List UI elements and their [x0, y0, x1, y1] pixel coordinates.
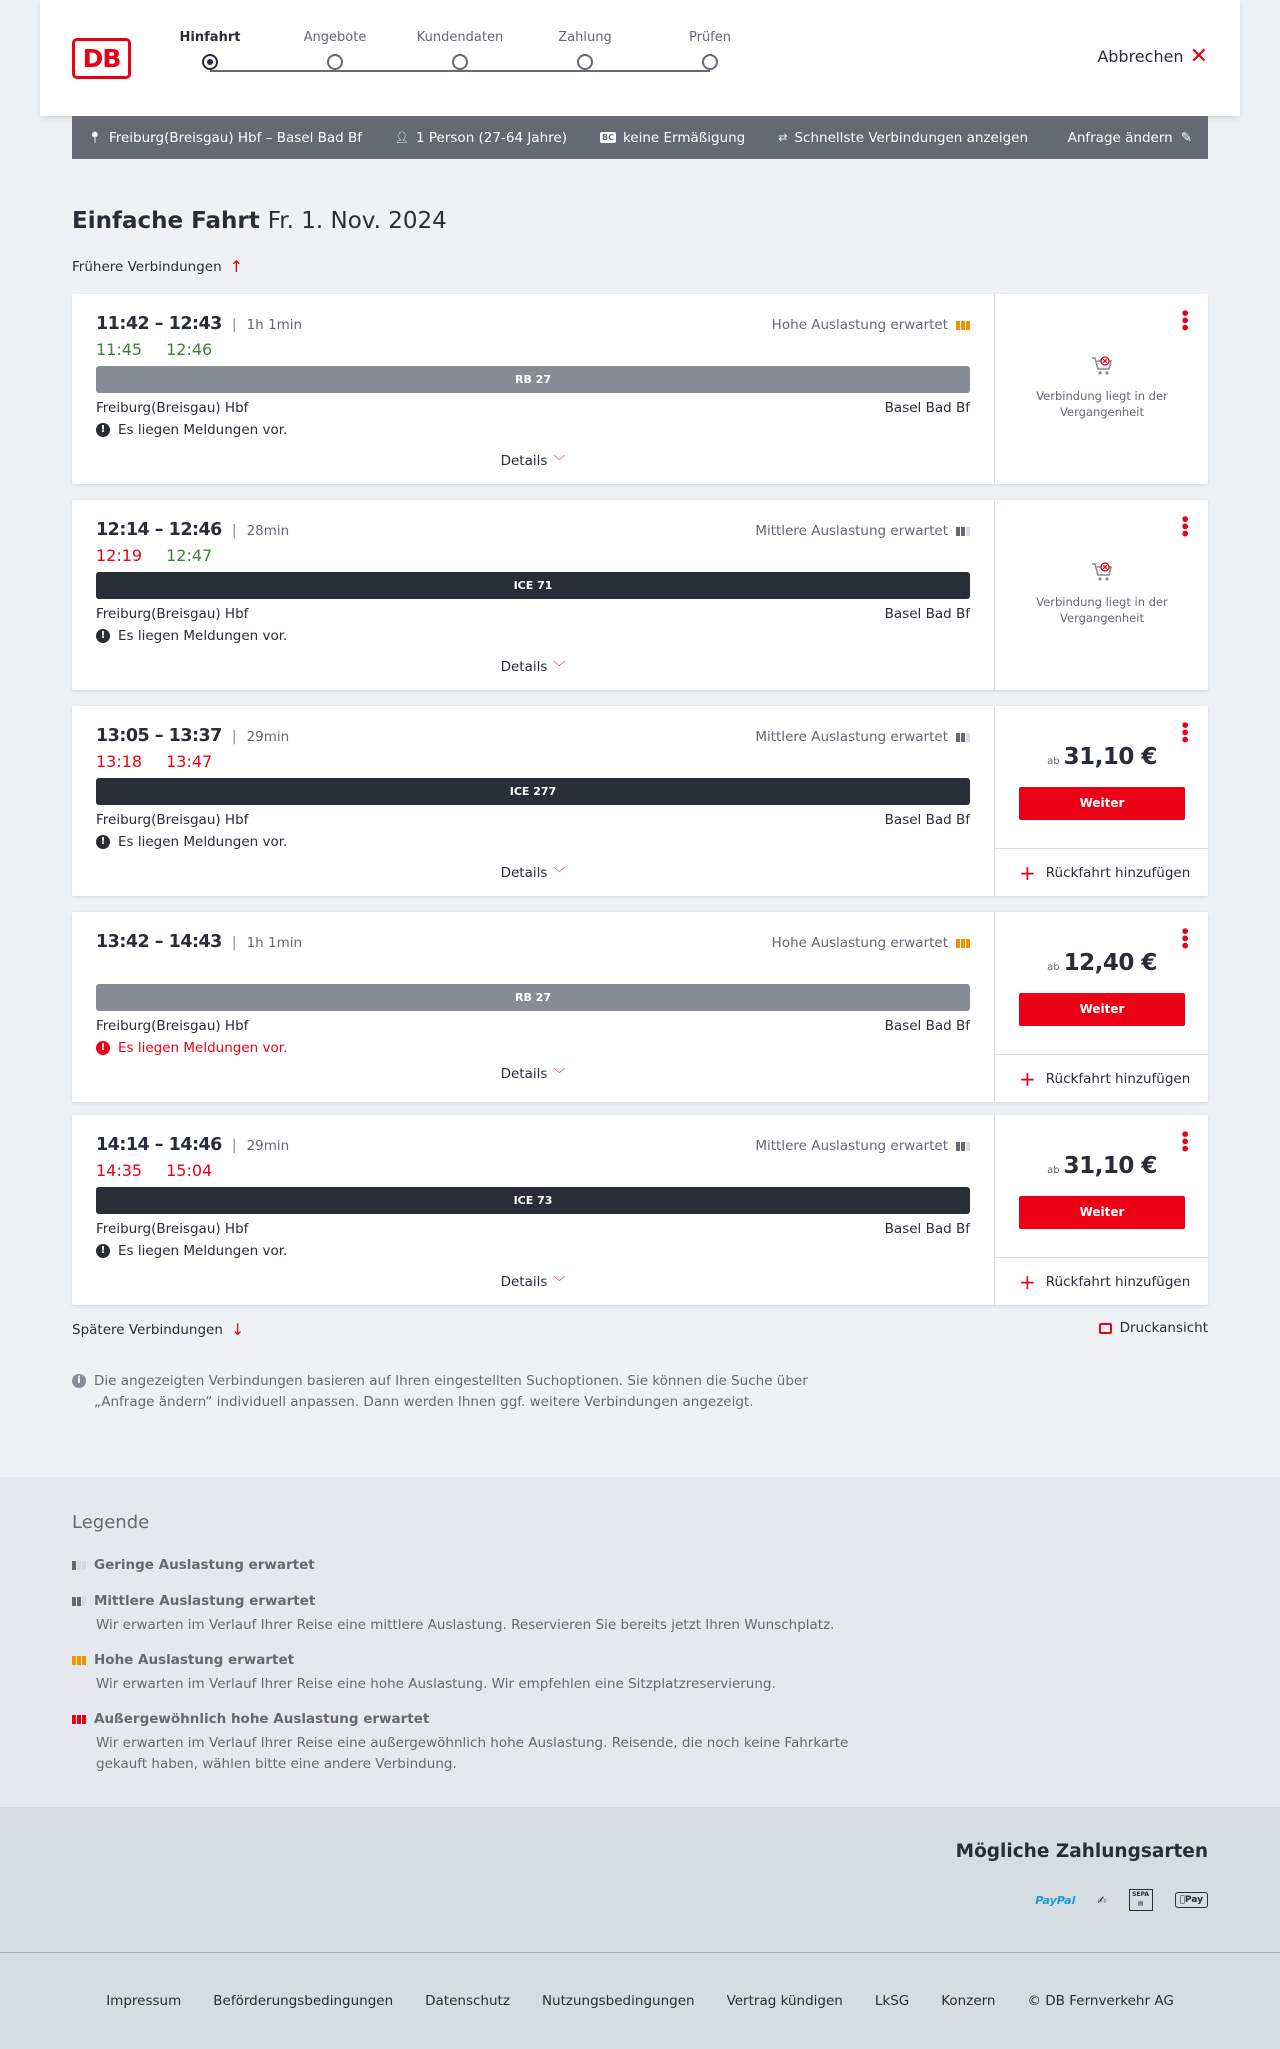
separator: |: [231, 729, 237, 745]
route-text: Freiburg(Breisgau) Hbf – Basel Bad Bf: [108, 129, 363, 146]
info-icon: i: [72, 1374, 86, 1388]
notice: [96, 1243, 287, 1259]
paypal-icon: PayPal: [1035, 1893, 1076, 1907]
separator: |: [231, 1138, 237, 1154]
db-logo[interactable]: DB: [72, 38, 131, 79]
exclamation-icon: !: [96, 423, 110, 437]
chevron-down-icon: ﹀: [553, 454, 566, 468]
legend-item-low: [72, 1557, 852, 1573]
realtime-arrival: 13:47: [166, 752, 213, 771]
sepa-icon: SEPA ▤: [1129, 1889, 1153, 1911]
step-label: Prüfen: [688, 30, 731, 45]
footer-link-nutzungsbedingungen[interactable]: Nutzungsbedingungen: [541, 1993, 695, 2009]
realtime-arrival: 15:04: [166, 1161, 213, 1180]
planned-time: 12:14 – 12:46: [96, 520, 222, 540]
notice-text: Es liegen Meldungen vor.: [118, 628, 288, 644]
offer-panel: [994, 1115, 1208, 1305]
progress-line: [210, 70, 710, 72]
continue-button[interactable]: Weiter: [1019, 787, 1185, 820]
trip-date: Fr. 1. Nov. 2024: [267, 208, 447, 234]
travellers-text: 1 Person (27-64 Jahre): [416, 129, 567, 146]
stations: [96, 400, 970, 416]
details-label: Details: [500, 453, 548, 469]
connection-card[interactable]: [72, 912, 1208, 1102]
add-return-trip-label: Rückfahrt hinzufügen: [1045, 1070, 1191, 1087]
occupancy-high-icon: [956, 939, 970, 948]
step-angebote: [275, 30, 395, 70]
exclamation-icon: !: [96, 629, 110, 643]
occupancy-text: Mittlere Auslastung erwartet: [755, 729, 948, 745]
connection-details: [72, 500, 994, 690]
duration: 1h 1min: [246, 935, 303, 951]
discount-text: keine Ermäßigung: [622, 129, 746, 146]
details-label: Details: [500, 865, 548, 881]
occupancy-high-icon: [72, 1656, 86, 1665]
price: [995, 950, 1209, 976]
chevron-down-icon: ﹀: [553, 1067, 566, 1081]
price: [995, 1153, 1209, 1179]
legend-item-desc: Wir erwarten im Verlauf Ihrer Reise eine hohe Auslastung. Wir empfehlen eine Sitzplatzreservierung.: [96, 1676, 776, 1692]
footer-link-vertrag-kuendigen[interactable]: Vertrag kündigen: [726, 1993, 843, 2009]
location-pin-icon: 📍︎: [88, 131, 102, 144]
separator: |: [231, 523, 237, 539]
occupancy-text: Mittlere Auslastung erwartet: [755, 523, 948, 539]
connection-details: [72, 1115, 994, 1305]
earlier-connections-link[interactable]: [72, 257, 243, 276]
exclamation-icon: !: [96, 1244, 110, 1258]
details-toggle[interactable]: [72, 864, 994, 881]
legend-item-title: Hohe Auslastung erwartet: [94, 1652, 295, 1668]
print-view-label: Druckansicht: [1119, 1320, 1208, 1336]
add-return-trip-button[interactable]: [995, 1257, 1209, 1305]
cart-unavailable-icon: [1090, 354, 1114, 378]
notice-text: Es liegen Meldungen vor.: [118, 1243, 288, 1259]
train-segment-bar[interactable]: RB 27: [96, 366, 970, 393]
origin-station: Freiburg(Breisgau) Hbf: [96, 1018, 249, 1034]
occupancy-mid-icon: [956, 733, 970, 742]
close-icon: ✕: [1189, 43, 1208, 69]
footer-link-impressum[interactable]: Impressum: [106, 1993, 182, 2009]
swap-arrows-icon: ⇄: [778, 131, 788, 144]
more-options-icon[interactable]: •••: [1175, 1129, 1194, 1151]
planned-time: 13:05 – 13:37: [96, 726, 222, 746]
separator: |: [231, 317, 237, 333]
occupancy-indicator: [772, 317, 970, 333]
more-options-icon[interactable]: •••: [1175, 308, 1194, 330]
exclamation-icon: !: [96, 835, 110, 849]
details-label: Details: [500, 659, 548, 675]
legend-item-desc: Wir erwarten im Verlauf Ihrer Reise eine mittlere Auslastung. Reservieren Sie bereits jetzt Ihren Wunschplatz.: [96, 1617, 835, 1633]
train-segment-bar[interactable]: RB 27: [96, 984, 970, 1011]
details-label: Details: [500, 1066, 548, 1082]
planned-times: [96, 1135, 289, 1155]
realtime-departure: 13:18: [96, 752, 143, 771]
connection-details: [72, 912, 994, 1102]
connection-details: [72, 294, 994, 484]
occupancy-extra-high-icon: [72, 1715, 86, 1724]
earlier-connections-label: Frühere Verbindungen: [72, 258, 222, 275]
cancel-button[interactable]: [1097, 43, 1208, 69]
search-summary-bar: [72, 116, 1208, 159]
duration: 29min: [246, 1138, 290, 1154]
progress-steps: [179, 30, 731, 90]
footer-link-konzern[interactable]: Konzern: [941, 1993, 996, 2009]
step-dot-active: [202, 54, 218, 70]
details-toggle[interactable]: [72, 452, 994, 469]
stations: [96, 1018, 970, 1034]
past-connection-note: [995, 560, 1209, 626]
fastest-text: Schnellste Verbindungen anzeigen: [794, 129, 1029, 146]
footer: [0, 1952, 1280, 2049]
add-return-trip-label: Rückfahrt hinzufügen: [1045, 1273, 1191, 1290]
destination-station: Basel Bad Bf: [884, 812, 970, 828]
planned-time: 14:14 – 14:46: [96, 1135, 222, 1155]
arrow-down-icon: ↓: [230, 1320, 245, 1339]
continue-button[interactable]: Weiter: [1019, 993, 1185, 1026]
offer-panel: [994, 294, 1208, 484]
price-prefix: ab: [1047, 1165, 1060, 1176]
later-connections-label: Spätere Verbindungen: [72, 1321, 223, 1338]
step-dot: [327, 54, 343, 70]
occupancy-mid-icon: [956, 1142, 970, 1151]
separator: |: [231, 935, 237, 951]
route-summary: [88, 130, 362, 146]
stations: [96, 1221, 970, 1237]
payment-icons: [1035, 1889, 1208, 1911]
occupancy-text: Hohe Auslastung erwartet: [771, 317, 948, 333]
connection-card[interactable]: [72, 1115, 1208, 1305]
details-toggle[interactable]: [72, 658, 994, 675]
add-return-trip-button[interactable]: [995, 1054, 1209, 1102]
realtime-departure: 11:45: [96, 340, 143, 359]
step-hinfahrt: [150, 30, 270, 70]
occupancy-high-icon: [956, 321, 970, 330]
credit-card-icon: ✍︎: [1097, 1893, 1107, 1907]
arrow-up-icon: ↑: [229, 257, 244, 276]
past-connection-text: Verbindung liegt in der Vergangenheit: [1036, 595, 1168, 625]
legend-item-title: Mittlere Auslastung erwartet: [94, 1593, 316, 1609]
step-pruefen: [650, 30, 770, 70]
trip-type: Einfache Fahrt: [72, 208, 260, 234]
bahncard-icon: BC: [601, 133, 614, 142]
person-icon: 👤︎: [395, 131, 409, 144]
footer-copyright: © DB Fernverkehr AG: [1027, 1993, 1174, 2009]
stations: [96, 812, 970, 828]
offer-panel: [994, 912, 1208, 1102]
plus-icon: +: [1019, 860, 1036, 885]
header: [40, 0, 1240, 116]
destination-station: Basel Bad Bf: [884, 400, 970, 416]
notice: [96, 1040, 287, 1056]
discount-summary: [600, 130, 745, 146]
train-segment-bar[interactable]: ICE 71: [96, 572, 970, 599]
print-view-link[interactable]: [1099, 1320, 1208, 1336]
origin-station: Freiburg(Breisgau) Hbf: [96, 606, 249, 622]
step-label: Kundendaten: [416, 30, 504, 45]
later-connections-link[interactable]: [72, 1320, 244, 1339]
exclamation-icon: !: [96, 1041, 110, 1055]
offer-panel: [994, 706, 1208, 896]
planned-times: [96, 726, 289, 746]
realtime-departure: 12:19: [96, 546, 143, 565]
realtime-arrival: 12:46: [166, 340, 213, 359]
notice: [96, 628, 287, 644]
origin-station: Freiburg(Breisgau) Hbf: [96, 812, 249, 828]
destination-station: Basel Bad Bf: [884, 1018, 970, 1034]
duration: 1h 1min: [246, 317, 303, 333]
legend-title: Legende: [72, 1512, 150, 1533]
occupancy-low-icon: [72, 1561, 86, 1570]
legend-item-mid: [72, 1593, 852, 1636]
occupancy-indicator: [772, 935, 970, 951]
destination-station: Basel Bad Bf: [884, 1221, 970, 1237]
plus-icon: +: [1019, 1269, 1036, 1294]
occupancy-mid-icon: [72, 1597, 86, 1606]
price-prefix: ab: [1047, 756, 1060, 767]
step-dot: [577, 54, 593, 70]
travellers-summary: [395, 130, 567, 146]
step-label: Angebote: [303, 30, 367, 45]
train-segment-bar[interactable]: ICE 277: [96, 778, 970, 805]
more-options-icon[interactable]: •••: [1175, 926, 1194, 948]
more-options-icon[interactable]: •••: [1175, 720, 1194, 742]
plus-icon: +: [1019, 1066, 1036, 1091]
offer-panel: [994, 500, 1208, 690]
connection-details: [72, 706, 994, 896]
realtime-times: [96, 340, 212, 359]
notice: [96, 834, 287, 850]
fastest-summary: [778, 130, 1028, 146]
step-dot: [702, 54, 718, 70]
step-label: Hinfahrt: [179, 30, 241, 45]
planned-times: [96, 314, 302, 334]
price-prefix: ab: [1047, 962, 1060, 973]
apple-pay-icon: Pay: [1175, 1892, 1208, 1908]
step-label: Zahlung: [558, 30, 612, 45]
past-connection-note: [995, 354, 1209, 420]
realtime-departure: 14:35: [96, 1161, 143, 1180]
occupancy-text: Hohe Auslastung erwartet: [771, 935, 948, 951]
chevron-down-icon: ﹀: [553, 1275, 566, 1289]
occupancy-mid-icon: [956, 527, 970, 536]
past-connection-text: Verbindung liegt in der Vergangenheit: [1036, 389, 1168, 419]
notice: [96, 422, 287, 438]
realtime-arrival: 12:47: [166, 546, 213, 565]
legend-item-desc: Wir erwarten im Verlauf Ihrer Reise eine außergewöhnlich hohe Auslastung. Reisende, die noch keine Fahrkarte gekauft haben, wählen bitte eine andere Verbindung.: [96, 1735, 849, 1772]
occupancy-indicator: [755, 729, 970, 745]
legend-item-title: Geringe Auslastung erwartet: [94, 1557, 315, 1573]
price: [995, 744, 1209, 770]
price-value: 31,10 €: [1063, 744, 1157, 770]
planned-times: [96, 520, 289, 540]
printer-icon: [1099, 1323, 1112, 1334]
duration: 28min: [246, 523, 290, 539]
edit-request-label: Anfrage ändern: [1067, 129, 1173, 146]
planned-time: 13:42 – 14:43: [96, 932, 222, 952]
legend-item-extra: [72, 1711, 852, 1775]
train-segment-bar[interactable]: ICE 73: [96, 1187, 970, 1214]
connection-card[interactable]: [72, 706, 1208, 896]
notice-text: Es liegen Meldungen vor.: [118, 1040, 288, 1056]
stations: [96, 606, 970, 622]
payment-title: Mögliche Zahlungsarten: [955, 1841, 1208, 1862]
details-toggle[interactable]: [72, 1273, 994, 1290]
legend-item-title: Außergewöhnlich hohe Auslastung erwartet: [94, 1711, 430, 1727]
info-text: Die angezeigten Verbindungen basieren auf Ihren eingestellten Suchoptionen. Sie können die Suche über „Anfrage ändern“ individuell anpassen. Dann werden Ihnen ggf. weitere Verbindungen angezeigt.: [94, 1373, 808, 1410]
step-kundendaten: [400, 30, 520, 70]
pencil-icon: ✎: [1180, 129, 1192, 146]
footer-link-befoerderungsbedingungen[interactable]: Beförderungsbedingungen: [213, 1993, 394, 2009]
notice-text: Es liegen Meldungen vor.: [118, 422, 288, 438]
chevron-down-icon: ﹀: [553, 866, 566, 880]
planned-time: 11:42 – 12:43: [96, 314, 222, 334]
add-return-trip-label: Rückfahrt hinzufügen: [1045, 864, 1191, 881]
duration: 29min: [246, 729, 290, 745]
step-dot: [452, 54, 468, 70]
realtime-times: [96, 752, 212, 771]
add-return-trip-button[interactable]: [995, 848, 1209, 896]
realtime-times: [96, 546, 212, 565]
legend-item-high: [72, 1652, 852, 1695]
search-info-note: [72, 1371, 852, 1413]
planned-times: [96, 932, 302, 952]
footer-link-datenschutz[interactable]: Datenschutz: [425, 1993, 510, 2009]
price-value: 12,40 €: [1063, 950, 1157, 976]
origin-station: Freiburg(Breisgau) Hbf: [96, 1221, 249, 1237]
destination-station: Basel Bad Bf: [884, 606, 970, 622]
page-title: [72, 208, 447, 234]
occupancy-indicator: [755, 1138, 970, 1154]
step-zahlung: [525, 30, 645, 70]
price-value: 31,10 €: [1063, 1153, 1157, 1179]
connection-card[interactable]: [72, 500, 1208, 690]
connection-card[interactable]: [72, 294, 1208, 484]
payment-methods-section: [0, 1807, 1280, 1952]
occupancy-indicator: [755, 523, 970, 539]
chevron-down-icon: ﹀: [553, 660, 566, 674]
details-label: Details: [500, 1274, 548, 1290]
continue-button[interactable]: Weiter: [1019, 1196, 1185, 1229]
footer-link-lksg[interactable]: LkSG: [874, 1993, 910, 2009]
cart-unavailable-icon: [1090, 560, 1114, 584]
origin-station: Freiburg(Breisgau) Hbf: [96, 400, 249, 416]
cancel-label: Abbrechen: [1097, 47, 1184, 66]
legend-section: [0, 1477, 1280, 1807]
more-options-icon[interactable]: •••: [1175, 514, 1194, 536]
occupancy-text: Mittlere Auslastung erwartet: [755, 1138, 948, 1154]
notice-text: Es liegen Meldungen vor.: [118, 834, 288, 850]
realtime-times: [96, 1161, 212, 1180]
details-toggle[interactable]: [72, 1065, 994, 1082]
edit-request-button[interactable]: [1068, 130, 1192, 146]
